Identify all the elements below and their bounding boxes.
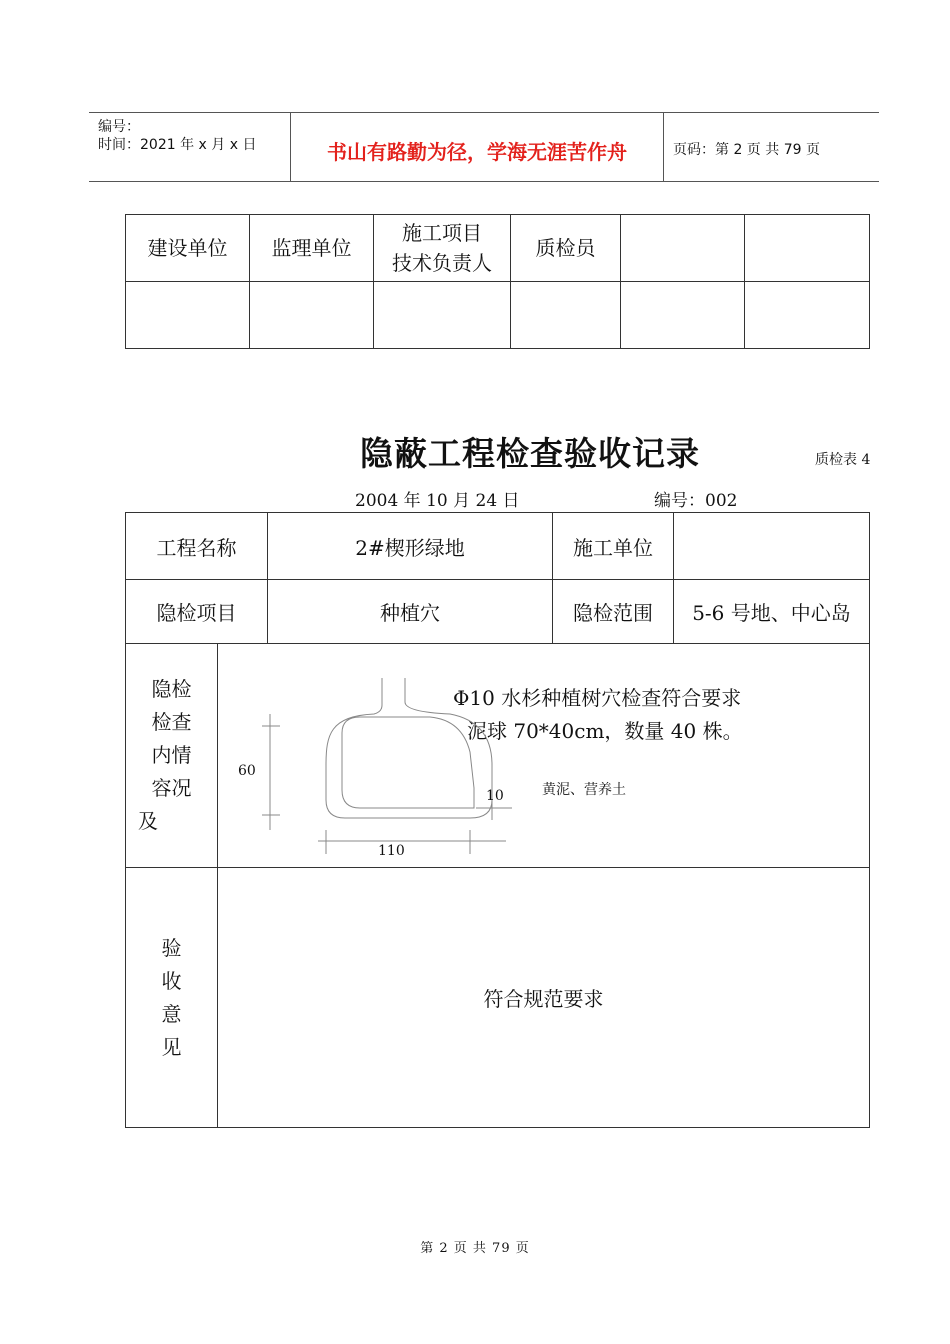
content-line-2: 泥球 70*40cm，数量 40 株。 (467, 719, 743, 743)
construction-unit-label: 施工单位 (553, 513, 674, 580)
inspection-item-value: 种植穴 (268, 580, 553, 644)
header-motto: 书山有路勤为径，学海无涯苦作舟 (327, 140, 627, 164)
sig-header-tech-lead-line2: 技术负责人 (392, 251, 492, 275)
header-time: 时间：2021 年 x 月 x 日 (98, 137, 257, 153)
record-serial: 编号：002 (654, 491, 738, 511)
page-footer: 第 2 页 共 79 页 (420, 1241, 530, 1256)
dim-width-label: 110 (378, 843, 405, 859)
inspection-scope-label: 隐检范围 (553, 580, 674, 644)
pit-outline-inner (342, 717, 474, 808)
opinion-label-line: 见 (161, 1034, 182, 1059)
opinion-label-line: 意 (161, 1001, 182, 1026)
dim-height-label: 60 (238, 763, 256, 779)
sig-header-inspector: 质检员 (511, 215, 621, 282)
header-page-info: 页码：第 2 页 共 79 页 (673, 142, 820, 158)
content-label-line: 及 (138, 809, 158, 833)
content-line-1: Φ10 水杉种植树穴检查符合要求 (453, 686, 742, 710)
record-title: 隐蔽工程检查验收记录 (360, 434, 700, 473)
opinion-label-line: 收 (161, 968, 182, 993)
record-date: 2004 年 10 月 24 日 (355, 491, 520, 511)
opinion-value: 符合规范要求 (218, 868, 870, 1128)
pit-outline-outer (326, 678, 492, 818)
header-serial: 编号： (98, 119, 140, 135)
opinion-label-line: 验 (161, 935, 182, 960)
project-name-label: 工程名称 (126, 513, 268, 580)
soil-label: 黄泥、营养土 (542, 782, 626, 798)
form-number: 质检表 4 (815, 452, 871, 468)
inspection-scope-value: 5-6 号地、中心岛 (674, 580, 870, 644)
project-name-value: 2#楔形绿地 (268, 513, 553, 580)
sig-header-tech-lead-line1: 施工项目 (402, 221, 482, 245)
sig-header-owner: 建设单位 (126, 215, 250, 282)
content-label-line: 容况 (151, 776, 192, 800)
dim-side-label: 10 (486, 788, 504, 804)
sig-header-supervisor: 监理单位 (250, 215, 374, 282)
content-label-line: 内情 (151, 743, 192, 767)
content-label-line: 隐检 (151, 677, 192, 701)
content-label-line: 检查 (151, 710, 192, 734)
inspection-item-label: 隐检项目 (126, 580, 268, 644)
